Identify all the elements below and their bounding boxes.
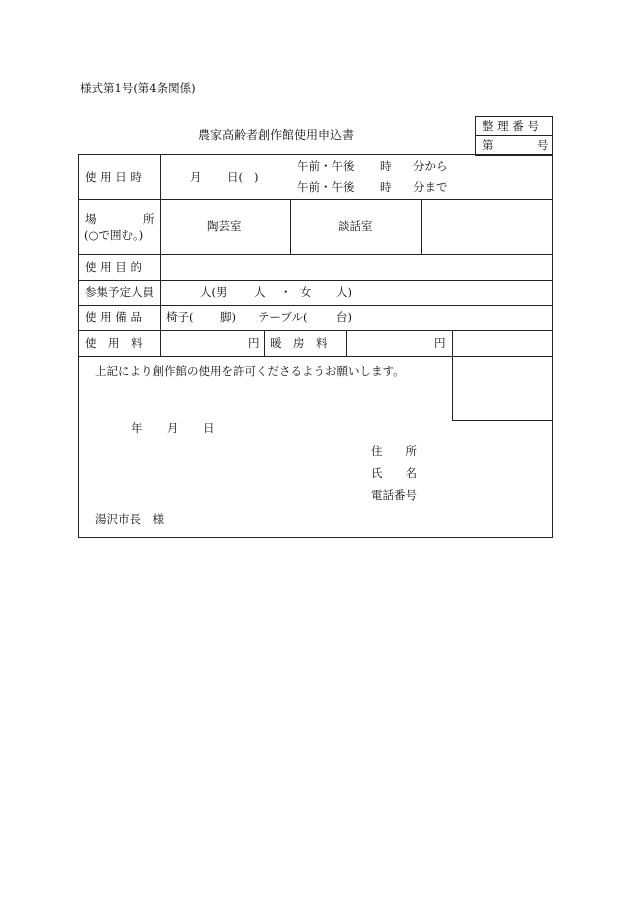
addressee: 湯沢市長 様 [95,512,164,526]
applicant-address[interactable]: 住 所 [371,444,417,458]
chairs-unit[interactable]: 脚) [220,310,236,324]
fee-divider [346,331,347,356]
row-divider [78,356,552,357]
end-hour[interactable]: 時 [380,180,392,194]
date-year[interactable]: 年 [131,421,143,435]
fee-label: 使 用 料 [85,336,143,350]
chairs-label: 椅子( [166,310,194,324]
end-ampm[interactable]: 午前・午後 [297,180,355,194]
date-month[interactable]: 月 [167,421,179,435]
fee-divider [264,331,265,356]
row-divider [78,280,552,281]
month-field[interactable]: 月 [190,170,202,184]
tables-label: テーブル( [258,310,308,324]
row-divider [78,254,552,255]
attendees-female-unit[interactable]: 人) [336,285,352,299]
applicant-phone[interactable]: 電話番号 [371,488,417,502]
form-title: 農家高齢者創作館使用申込書 [198,128,355,142]
weekday-close: ) [254,170,259,184]
request-statement: 上記により創作館の使用を許可くださるようお願いします。 [95,364,405,378]
place-label-b: 所 [143,212,155,226]
row-divider [78,199,552,200]
tables-unit[interactable]: 台) [336,310,352,324]
attendees-male-unit[interactable]: 人 [254,285,266,299]
room-divider [290,200,291,254]
reference-divider [475,135,552,136]
form-id: 様式第1号(第4条関係) [80,81,196,95]
day-field[interactable]: 日( [227,170,243,184]
room-lounge[interactable]: 談話室 [338,219,373,233]
start-minute[interactable]: 分から [413,159,448,173]
heating-fee-label: 暖 房 料 [270,336,328,350]
start-ampm[interactable]: 午前・午後 [297,159,355,173]
label-column-divider [160,155,161,356]
row-divider [78,330,552,331]
heating-fee-yen: 円 [434,336,446,350]
place-label-a: 場 [85,212,97,226]
end-minute[interactable]: 分まで [413,180,448,194]
room-divider [421,200,422,254]
official-box-bottom [452,420,552,421]
applicant-name[interactable]: 氏 名 [371,466,417,480]
start-hour[interactable]: 時 [380,159,392,173]
date-day[interactable]: 日 [203,421,215,435]
equipment-label: 使 用 備 品 [85,310,142,324]
reference-no-suffix: 号 [537,138,549,152]
reference-no-prefix: 第 [482,138,494,152]
attendees-female: 女 [300,285,312,299]
purpose-label: 使 用 目 的 [85,260,142,274]
attendees-total[interactable]: 人(男 [200,285,228,299]
attendees-label: 参集予定人員 [85,285,154,299]
reference-label: 整 理 番 号 [482,119,539,133]
place-label-note: (○で囲む。) [84,228,144,242]
usage-datetime-label: 使 用 日 時 [85,170,142,184]
official-box-left [452,331,453,421]
room-pottery[interactable]: 陶芸室 [207,219,242,233]
row-divider [78,305,552,306]
fee-yen: 円 [248,336,260,350]
attendees-dot: ・ [280,285,292,299]
